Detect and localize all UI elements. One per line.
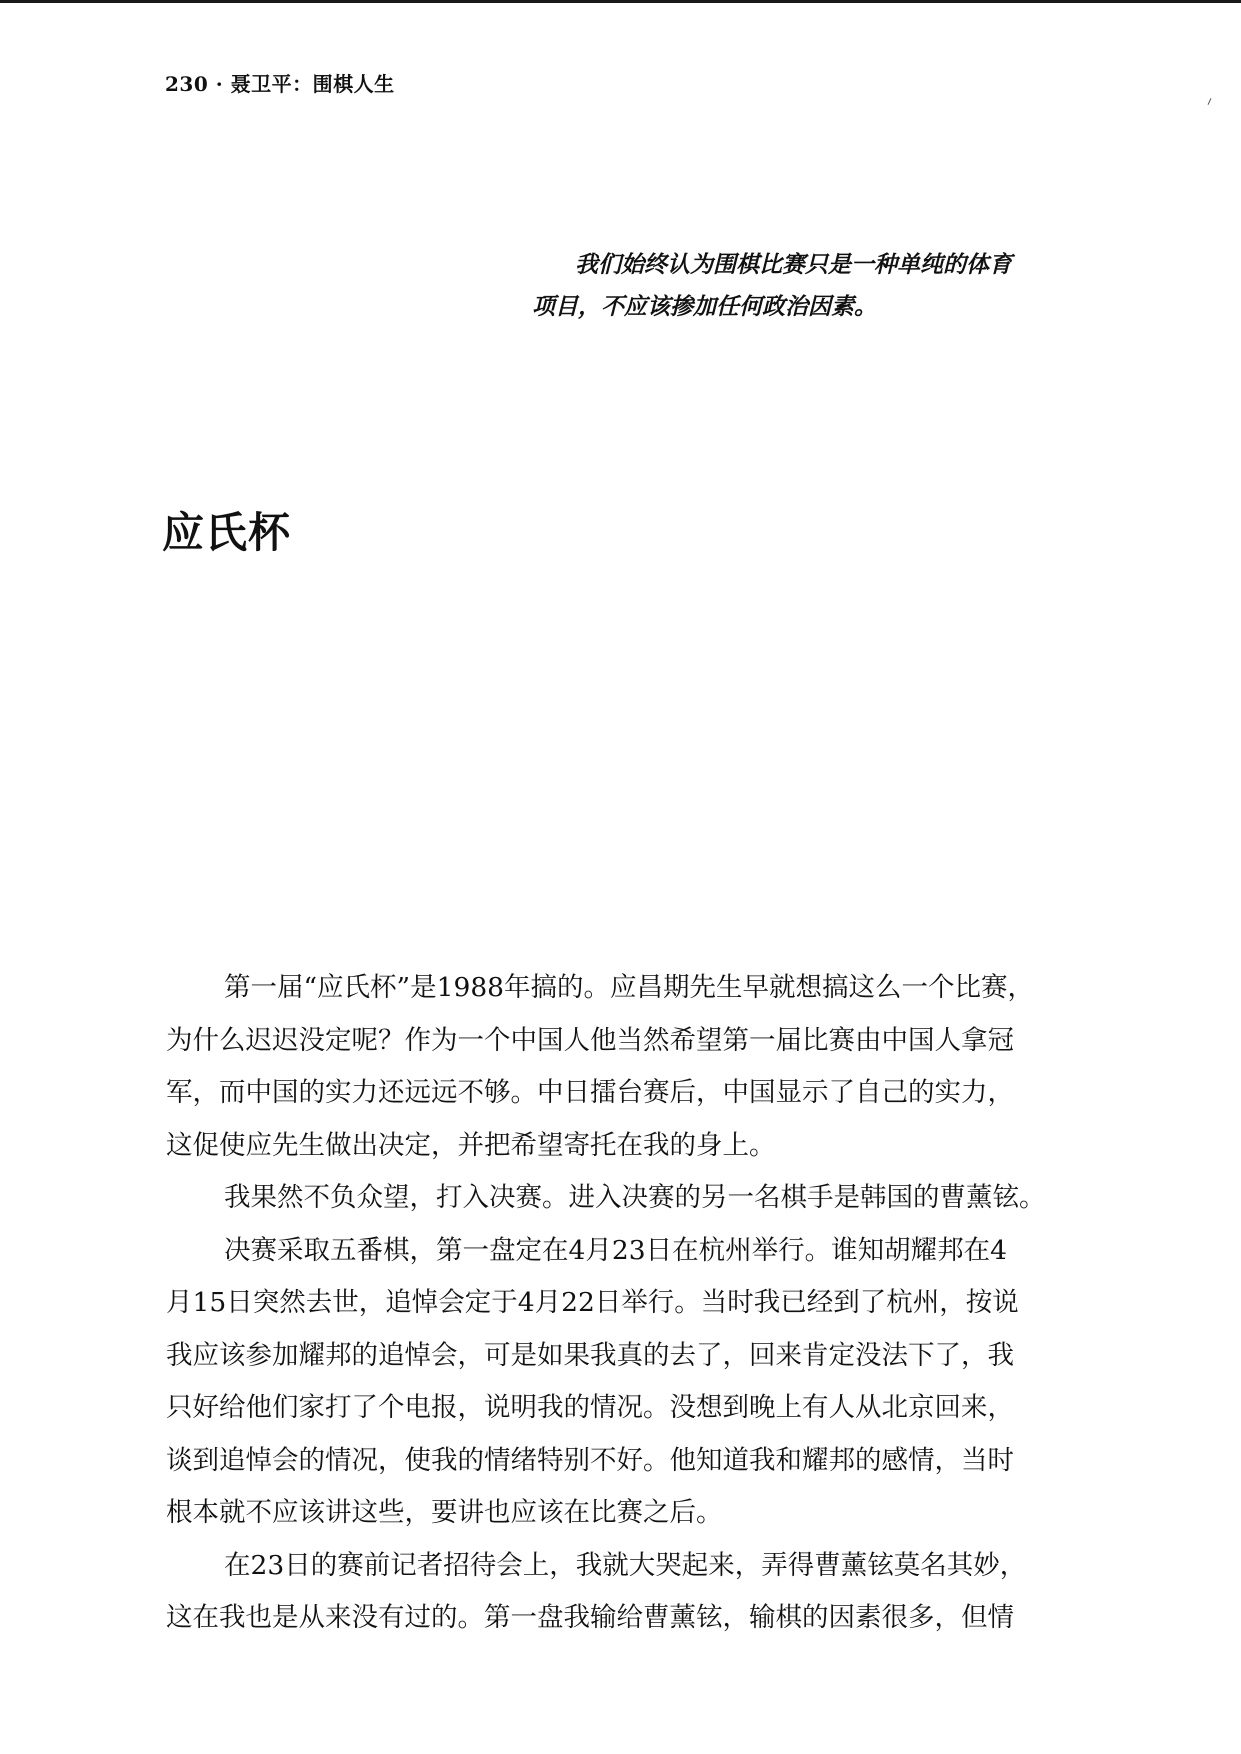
paragraph-line: 为什么迟迟没定呢？作为一个中国人他当然希望第一届比赛由中国人拿冠 xyxy=(166,1024,1014,1056)
epigraph xyxy=(525,244,1055,328)
body-text xyxy=(166,962,1056,1645)
paragraph-line: 只好给他们家打了个电报，说明我的情况。没想到晚上有人从北京回来， xyxy=(166,1392,1014,1423)
paragraph-line: 我果然不负众望，打入决赛。进入决赛的另一名棋手是韩国的曹薰铉。 xyxy=(224,1182,1046,1213)
running-head: 230 · 聂卫平：围棋人生 xyxy=(165,72,395,96)
paragraph-line: 我应该参加耀邦的追悼会，可是如果我真的去了，回来肯定没法下了，我 xyxy=(166,1339,1014,1371)
paragraph-line: 这在我也是从来没有过的。第一盘我输给曹薰铉，输棋的因素很多，但情 xyxy=(166,1602,1014,1633)
paragraph-line: 第一届“应氏杯”是1988年搞的。应昌期先生早就想搞这么一个比赛， xyxy=(224,972,1035,1003)
epigraph-line: 我们始终认为围棋比赛只是一种单纯的体育 xyxy=(575,251,1012,278)
paragraph-line: 月15日突然去世，追悼会定于4月22日举行。当时我已经到了杭州，按说 xyxy=(166,1287,1019,1318)
paragraph-line: 军，而中国的实力还远远不够。中日擂台赛后，中国显示了自己的实力， xyxy=(166,1077,1014,1108)
paragraph-line: 这促使应先生做出决定，并把希望寄托在我的身上。 xyxy=(166,1129,776,1161)
epigraph-line: 项目，不应该掺加任何政治因素。 xyxy=(532,293,877,320)
paragraph-line: 根本就不应该讲这些，要讲也应该在比赛之后。 xyxy=(166,1497,723,1528)
paragraph-line: 决赛采取五番棋，第一盘定在4月23日在杭州举行。谁知胡耀邦在4 xyxy=(224,1234,1007,1266)
paragraph-line: 谈到追悼会的情况，使我的情绪特别不好。他知道我和耀邦的感情，当时 xyxy=(166,1444,1014,1476)
chapter-title: 应氏杯 xyxy=(162,508,292,557)
scan-speck xyxy=(1208,98,1212,105)
paragraph-line: 在23日的赛前记者招待会上，我就大哭起来，弄得曹薰铉莫名其妙， xyxy=(224,1549,1027,1581)
page-top-edge xyxy=(0,0,1241,3)
